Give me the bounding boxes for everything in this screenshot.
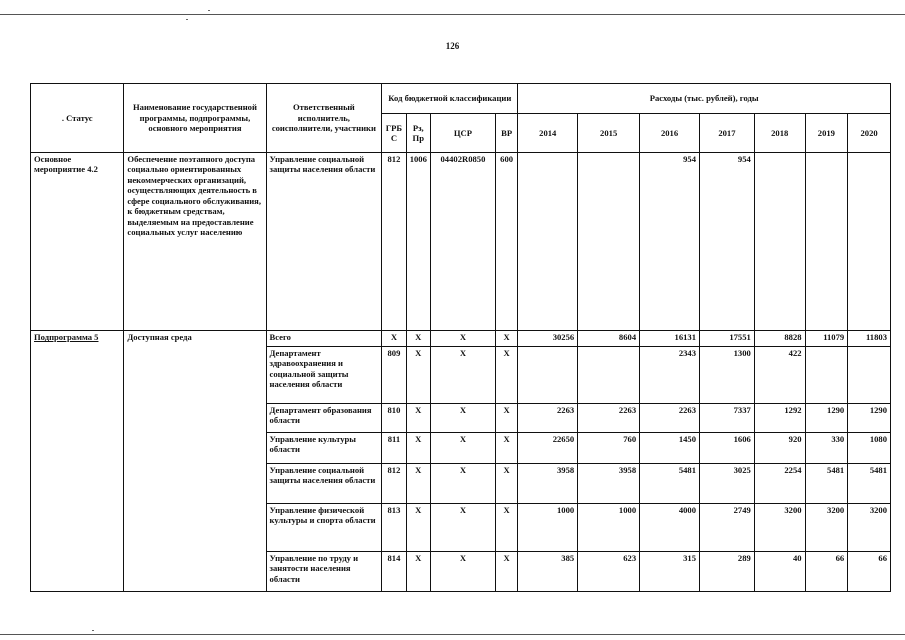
expense-cell: 1606 [700,433,755,464]
bottom-scan-rule [0,634,905,635]
header-executor: Ответственный исполнитель, соисполнители, участники [266,84,382,153]
row-grbs: 812 [382,153,406,331]
table-row [31,153,891,331]
header-grbs: ГРБ С [382,114,406,153]
header-year: 2015 [578,114,640,153]
row-rzpr: Х [406,347,430,404]
expense-cell: 1300 [700,347,755,404]
top-scan-rule [0,14,905,15]
expense-cell: 2343 [640,347,700,404]
row-grbs: 811 [382,433,406,464]
row-executor: Управление социальной защиты населения области [266,153,382,331]
expense-cell: 17551 [700,331,755,347]
expense-cell: 5481 [640,464,700,504]
row-vr: 600 [495,153,517,331]
expense-cell: 5481 [848,464,891,504]
expense-cell: 22650 [518,433,578,464]
header-year: 2016 [640,114,700,153]
expense-cell: 4000 [640,504,700,552]
expense-cell: 1000 [518,504,578,552]
budget-table [30,83,891,592]
row-rzpr: Х [406,464,430,504]
expense-cell: 1292 [754,404,805,433]
expense-cell: 1290 [805,404,848,433]
expense-cell [578,153,640,331]
row-executor: Управление физической культуры и спорта области [266,504,382,552]
expense-cell: 7337 [700,404,755,433]
expense-cell [848,153,891,331]
expense-cell: 3025 [700,464,755,504]
scan-speck [208,10,210,11]
header-expenses: Расходы (тыс. рублей), годы [518,84,891,114]
expense-cell: 2749 [700,504,755,552]
expense-cell: 3200 [754,504,805,552]
expense-cell: 3200 [805,504,848,552]
row-csr: Х [430,331,495,347]
expense-cell: 330 [805,433,848,464]
row-rzpr: Х [406,552,430,592]
expense-cell: 422 [754,347,805,404]
row-name: Обеспечение поэтапного доступа социально ориентированных некоммерческих организаций, осуществляющих деятельность в сфере социального обслуживания, к бюджетным средствам, выделяемым на предоставление социальных услуг населению [124,153,266,331]
row-csr: Х [430,433,495,464]
row-status: Основное мероприятие 4.2 [31,153,124,331]
header-rzpr: Рз, Пр [406,114,430,153]
expense-cell: 8828 [754,331,805,347]
row-vr: Х [495,404,517,433]
subprogram-status: Подпрограмма 5 [31,331,124,592]
expense-cell [518,153,578,331]
header-year: 2017 [700,114,755,153]
expense-cell: 8604 [578,331,640,347]
header-name: Наименование государственной программы, подпрограммы, основного мероприятия [124,84,266,153]
header-year: 2014 [518,114,578,153]
expense-cell: 5481 [805,464,848,504]
row-rzpr: Х [406,331,430,347]
row-executor: Управление по труду и занятости населения области [266,552,382,592]
expense-cell: 1000 [578,504,640,552]
expense-cell: 1080 [848,433,891,464]
expense-cell: 3200 [848,504,891,552]
row-executor: Управление культуры области [266,433,382,464]
expense-cell: 11079 [805,331,848,347]
row-grbs: 813 [382,504,406,552]
header-status: . Статус [31,84,124,153]
expense-cell: 3958 [518,464,578,504]
expense-cell: 2263 [518,404,578,433]
row-vr: Х [495,331,517,347]
expense-cell [805,347,848,404]
row-vr: Х [495,433,517,464]
row-vr: Х [495,552,517,592]
expense-cell: 2254 [754,464,805,504]
expense-cell: 954 [640,153,700,331]
expense-cell: 66 [848,552,891,592]
expense-cell: 954 [700,153,755,331]
row-grbs: Х [382,331,406,347]
scan-speck [186,19,188,20]
row-csr: Х [430,552,495,592]
expense-cell: 315 [640,552,700,592]
row-csr: Х [430,347,495,404]
row-rzpr: Х [406,404,430,433]
row-grbs: 810 [382,404,406,433]
header-year: 2018 [754,114,805,153]
row-executor: Всего [266,331,382,347]
page-number: 126 [445,41,460,51]
expense-cell: 2263 [578,404,640,433]
expense-cell [805,153,848,331]
expense-cell: 66 [805,552,848,592]
row-csr: 04402R0850 [430,153,495,331]
row-executor: Департамент здравоохранения и социальной защиты населения области [266,347,382,404]
expense-cell: 1290 [848,404,891,433]
expense-cell: 760 [578,433,640,464]
expense-cell: 16131 [640,331,700,347]
row-rzpr: 1006 [406,153,430,331]
row-grbs: 812 [382,464,406,504]
row-executor: Департамент образования области [266,404,382,433]
expense-cell: 623 [578,552,640,592]
expense-cell: 30256 [518,331,578,347]
expense-cell: 1450 [640,433,700,464]
header-csr: ЦСР [430,114,495,153]
expense-cell: 385 [518,552,578,592]
header-vr: ВР [495,114,517,153]
expense-cell [754,153,805,331]
expense-cell: 289 [700,552,755,592]
subprogram-name: Доступная среда [124,331,266,592]
scan-speck [92,630,94,631]
expense-cell: 3958 [578,464,640,504]
row-grbs: 814 [382,552,406,592]
row-executor: Управление социальной защиты населения области [266,464,382,504]
expense-cell [848,347,891,404]
expense-cell [578,347,640,404]
expense-cell: 11803 [848,331,891,347]
row-grbs: 809 [382,347,406,404]
row-vr: Х [495,504,517,552]
row-csr: Х [430,464,495,504]
row-csr: Х [430,504,495,552]
header-year: 2020 [848,114,891,153]
expense-cell: 40 [754,552,805,592]
row-csr: Х [430,404,495,433]
expense-cell: 920 [754,433,805,464]
table-row [31,331,891,347]
expense-cell: 2263 [640,404,700,433]
header-budget-code: Код бюджетной классификации [382,84,518,114]
row-vr: Х [495,347,517,404]
row-rzpr: Х [406,504,430,552]
header-year: 2019 [805,114,848,153]
row-rzpr: Х [406,433,430,464]
expense-cell [518,347,578,404]
row-vr: Х [495,464,517,504]
